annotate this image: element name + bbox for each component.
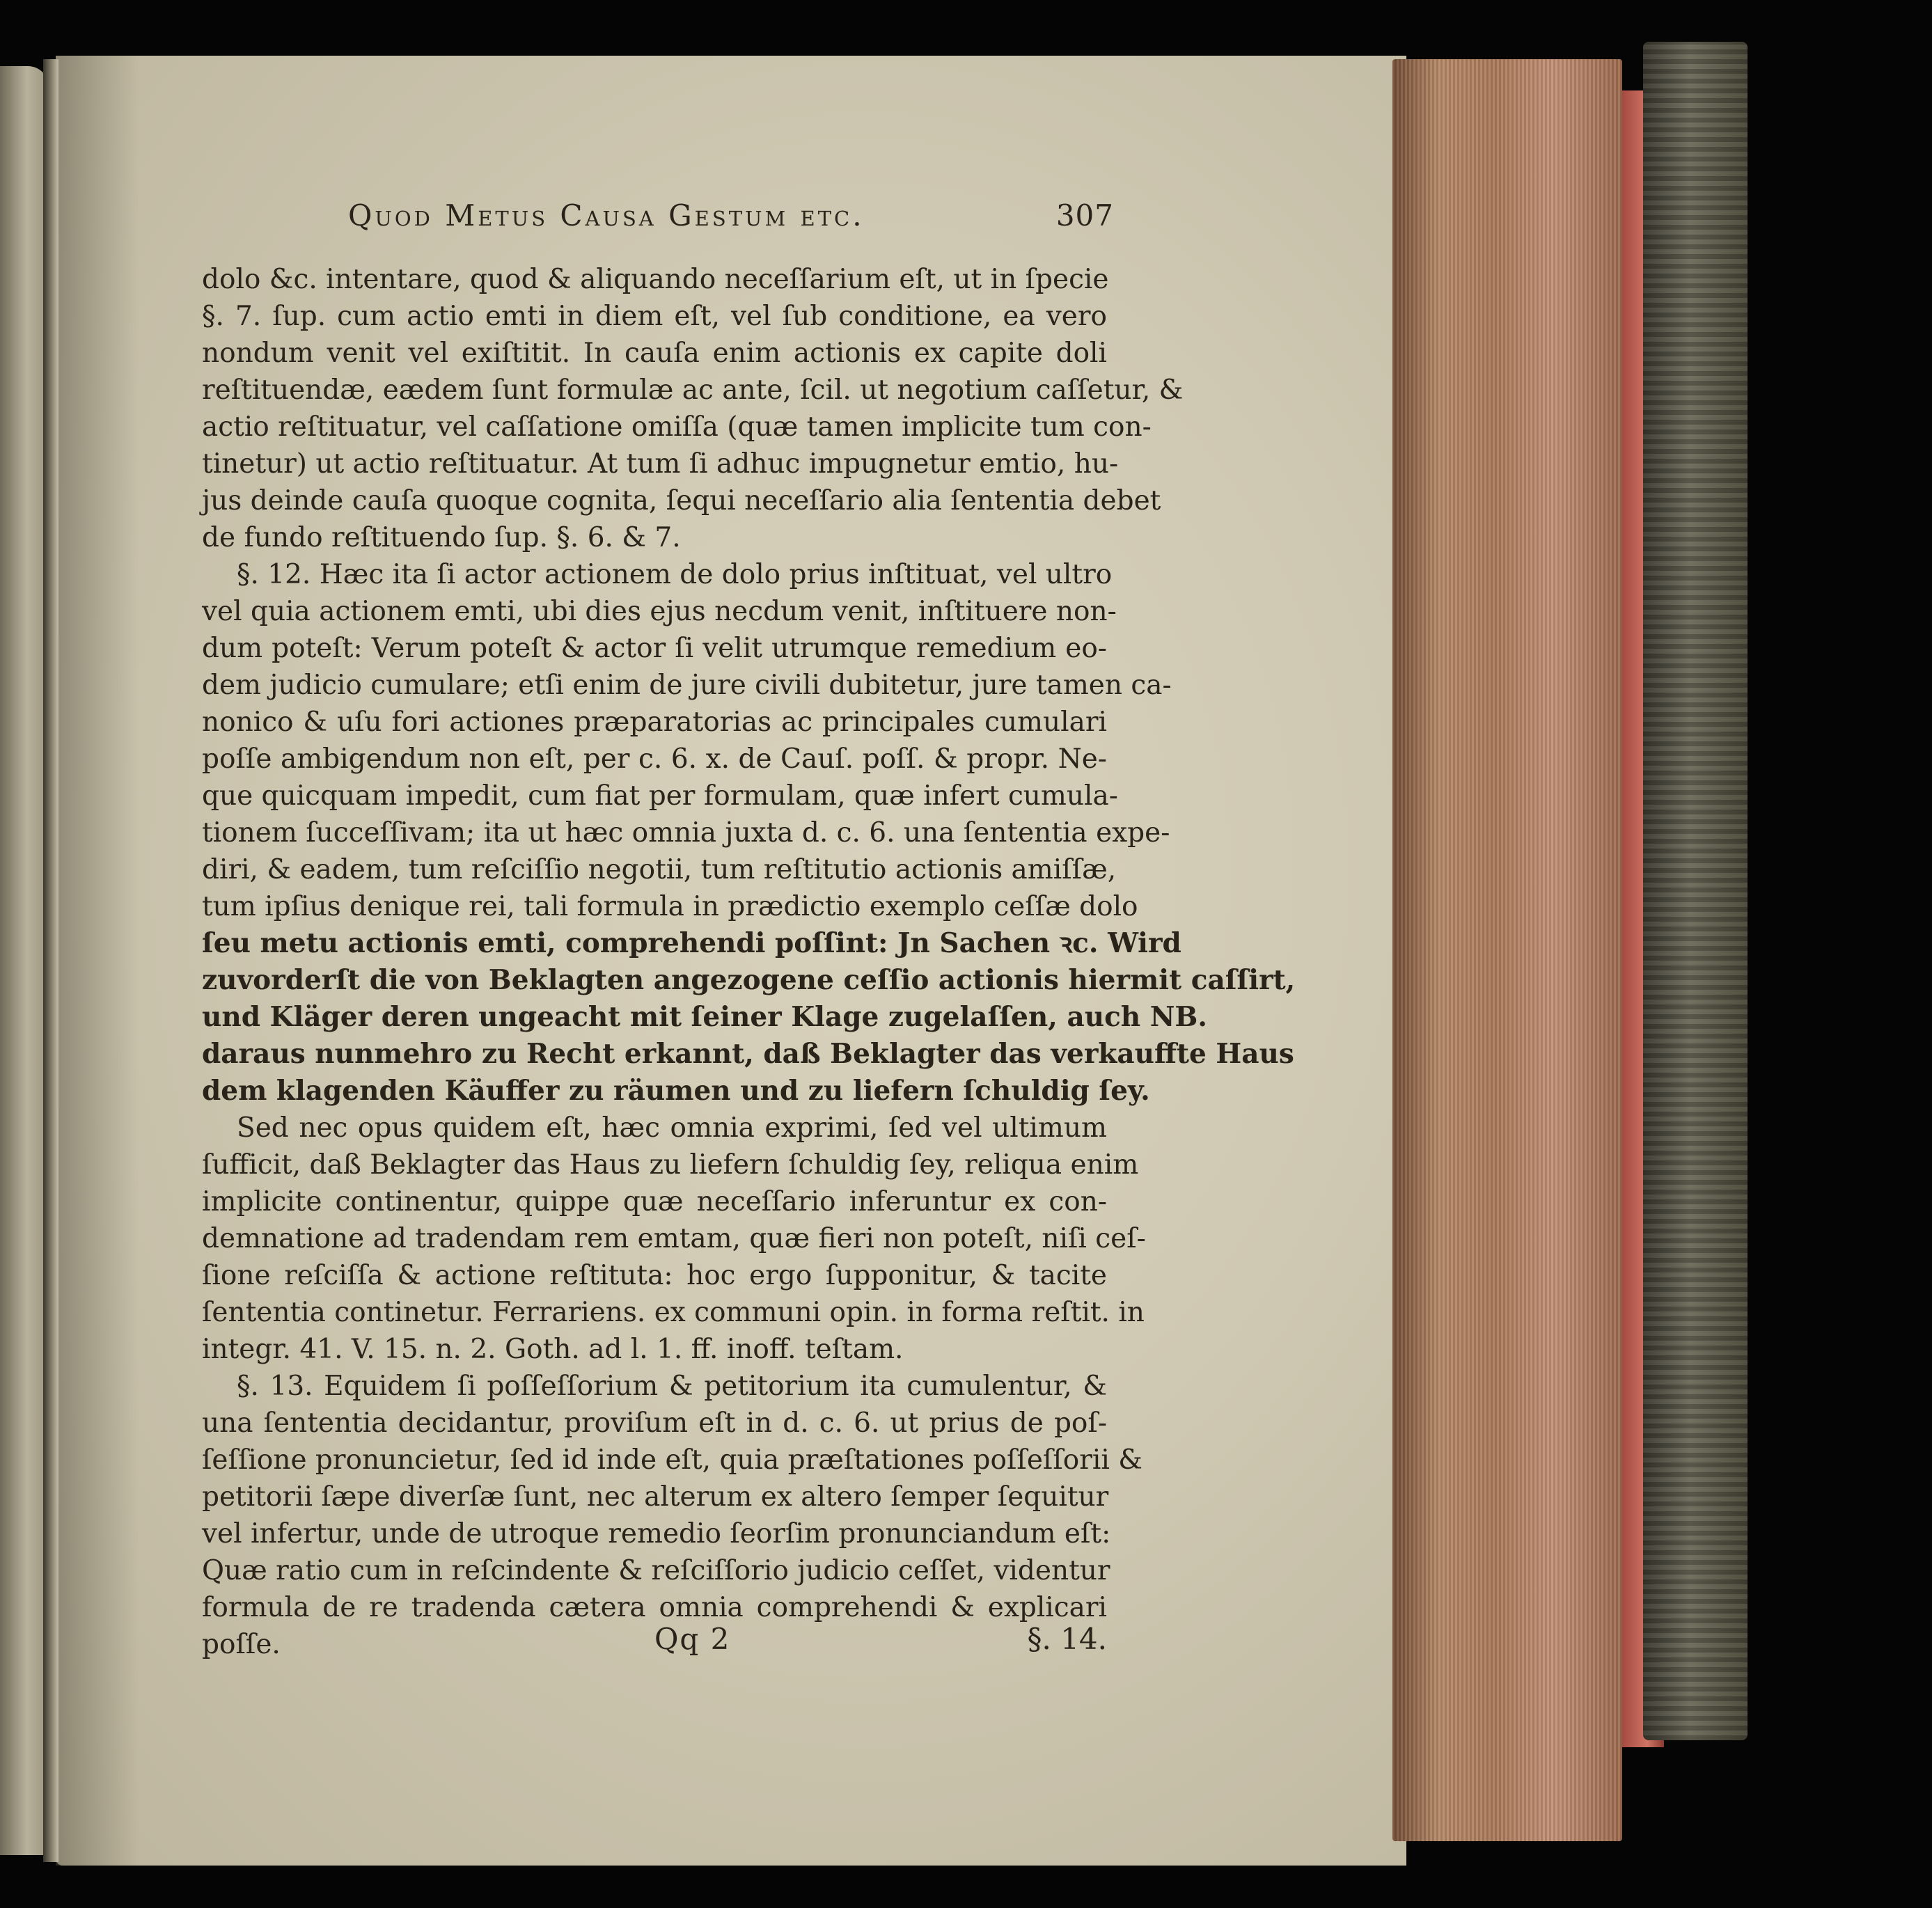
text-line: diri, & eadem, tum reſciſſio negotii, tum reſtitutio actionis amiſſæ, [202, 854, 1117, 885]
text-line: reſtituendæ, eædem ſunt formulæ ac ante, ſcil. ut negotium caſſetur, & [202, 374, 1184, 406]
text-line: vel infertur, unde de utroque remedio ſeorſim pronunciandum eſt: [202, 1518, 1111, 1550]
catchword: §. 14. [1027, 1622, 1107, 1656]
book-gutter [43, 59, 58, 1862]
text-line: Sed nec opus quidem eſt, hæc omnia exprimi, ſed vel ultimum [237, 1112, 1107, 1144]
text-line: una ſententia decidantur, proviſum eſt in d. c. 6. ut prius de poſ- [202, 1408, 1107, 1439]
page-number: 307 [1055, 198, 1114, 232]
text-line: de fundo reſtituendo ſup. §. 6. & 7. [202, 522, 681, 553]
text-line: demnatione ad tradendam rem emtam, quæ fieri non poteſt, niſi ceſ- [202, 1223, 1146, 1254]
text-line: dem klagenden Käuffer zu räumen und zu liefern ſchuldig ſey. [202, 1075, 1150, 1107]
text-line: formula de re tradenda cætera omnia comprehendi & explicari [202, 1592, 1107, 1623]
text-line: ſententia continetur. Ferrariens. ex communi opin. in forma reſtit. in [202, 1297, 1145, 1328]
text-line: actio reſtituatur, vel caſſatione omiſſa (quæ tamen implicite tum con- [202, 411, 1152, 443]
gutter-shadow [56, 56, 139, 1866]
book-cover [1643, 42, 1748, 1740]
signature-mark: Qq 2 [654, 1622, 731, 1656]
text-line: tinetur) ut actio reſtituatur. At tum ſi adhuc impugnetur emtio, hu- [202, 448, 1119, 480]
running-header [348, 198, 1114, 240]
text-line: und Kläger deren ungeacht mit ſeiner Klage zugelaſſen, auch NB. [202, 1001, 1207, 1033]
page-footer [654, 1622, 1107, 1664]
text-line: §. 12. Hæc ita ſi actor actionem de dolo prius inſtituat, vel ultro [237, 559, 1113, 590]
page-block-fore-edge [1392, 59, 1622, 1841]
text-line: daraus nunmehro zu Recht erkannt, daß Beklagter das verkauffte Haus [202, 1038, 1294, 1070]
text-line: nondum venit vel exiſtitit. In cauſa enim actionis ex capite doli [202, 338, 1107, 369]
text-line: poſſe. [202, 1629, 281, 1660]
text-line: ſeu metu actionis emti, comprehendi poſſint: Jn Sachen ꝛc. Wird [202, 927, 1181, 959]
text-line: implicite continentur, quippe quæ neceſſario inferuntur ex con- [202, 1186, 1107, 1217]
text-line: tionem ſucceſſivam; ita ut hæc omnia juxta d. c. 6. una ſententia expe- [202, 817, 1170, 849]
text-line: vel quia actionem emti, ubi dies ejus necdum venit, inſtituere non- [202, 596, 1117, 627]
text-line: nonico & uſu fori actiones præparatorias ac principales cumulari [202, 707, 1107, 738]
text-line: integr. 41. V. 15. n. 2. Goth. ad l. 1. ff. inoff. teſtam. [202, 1334, 904, 1365]
text-line: que quicquam impedit, cum fiat per formulam, quæ infert cumula- [202, 780, 1118, 812]
text-line: dem judicio cumulare; etſi enim de jure civili dubitetur, jure tamen ca- [202, 670, 1172, 701]
text-line: petitorii ſæpe diverſæ ſunt, nec alterum ex altero ſemper ſequitur [202, 1481, 1109, 1513]
text-line: §. 7. ſup. cum actio emti in diem eſt, vel ſub conditione, ea vero [202, 301, 1107, 332]
text-line: tum ipſius denique rei, tali formula in prædictio exemplo ceſſæ dolo [202, 891, 1138, 922]
text-line: ſeſſione pronuncietur, ſed id inde eſt, quia præſtationes poſſeſſorii & [202, 1444, 1142, 1476]
text-line: Quæ ratio cum in reſcindente & reſciſſorio judicio ceſſet, videntur [202, 1555, 1110, 1586]
text-line: jus deinde cauſa quoque cognita, ſequi neceſſario alia ſententia debet [202, 485, 1161, 517]
running-title: Quod Metus Causa Gestum etc. [348, 198, 865, 232]
body-text [202, 261, 1296, 1663]
text-line: dum poteſt: Verum poteſt & actor ſi velit utrumque remedium eo- [202, 633, 1107, 664]
text-line: poſſe ambigendum non eſt, per c. 6. x. de Cauſ. poſſ. & propr. Ne- [202, 743, 1107, 775]
text-line: zuvorderſt die von Beklagten angezogene ceſſio actionis hiermit caſſirt, [202, 964, 1296, 996]
text-line: §. 13. Equidem ſi poſſeſſorium & petitorium ita cumulentur, & [237, 1371, 1107, 1402]
text-line: ſufficit, daß Beklagter das Haus zu liefern ſchuldig ſey, reliqua enim [202, 1149, 1139, 1181]
previous-page-edge [0, 66, 49, 1855]
text-line: ſione reſciſſa & actione reſtituta: hoc ergo ſupponitur, & tacite [202, 1260, 1107, 1291]
text-line: dolo &c. intentare, quod & aliquando neceſſarium eſt, ut in ſpecie [202, 264, 1109, 295]
